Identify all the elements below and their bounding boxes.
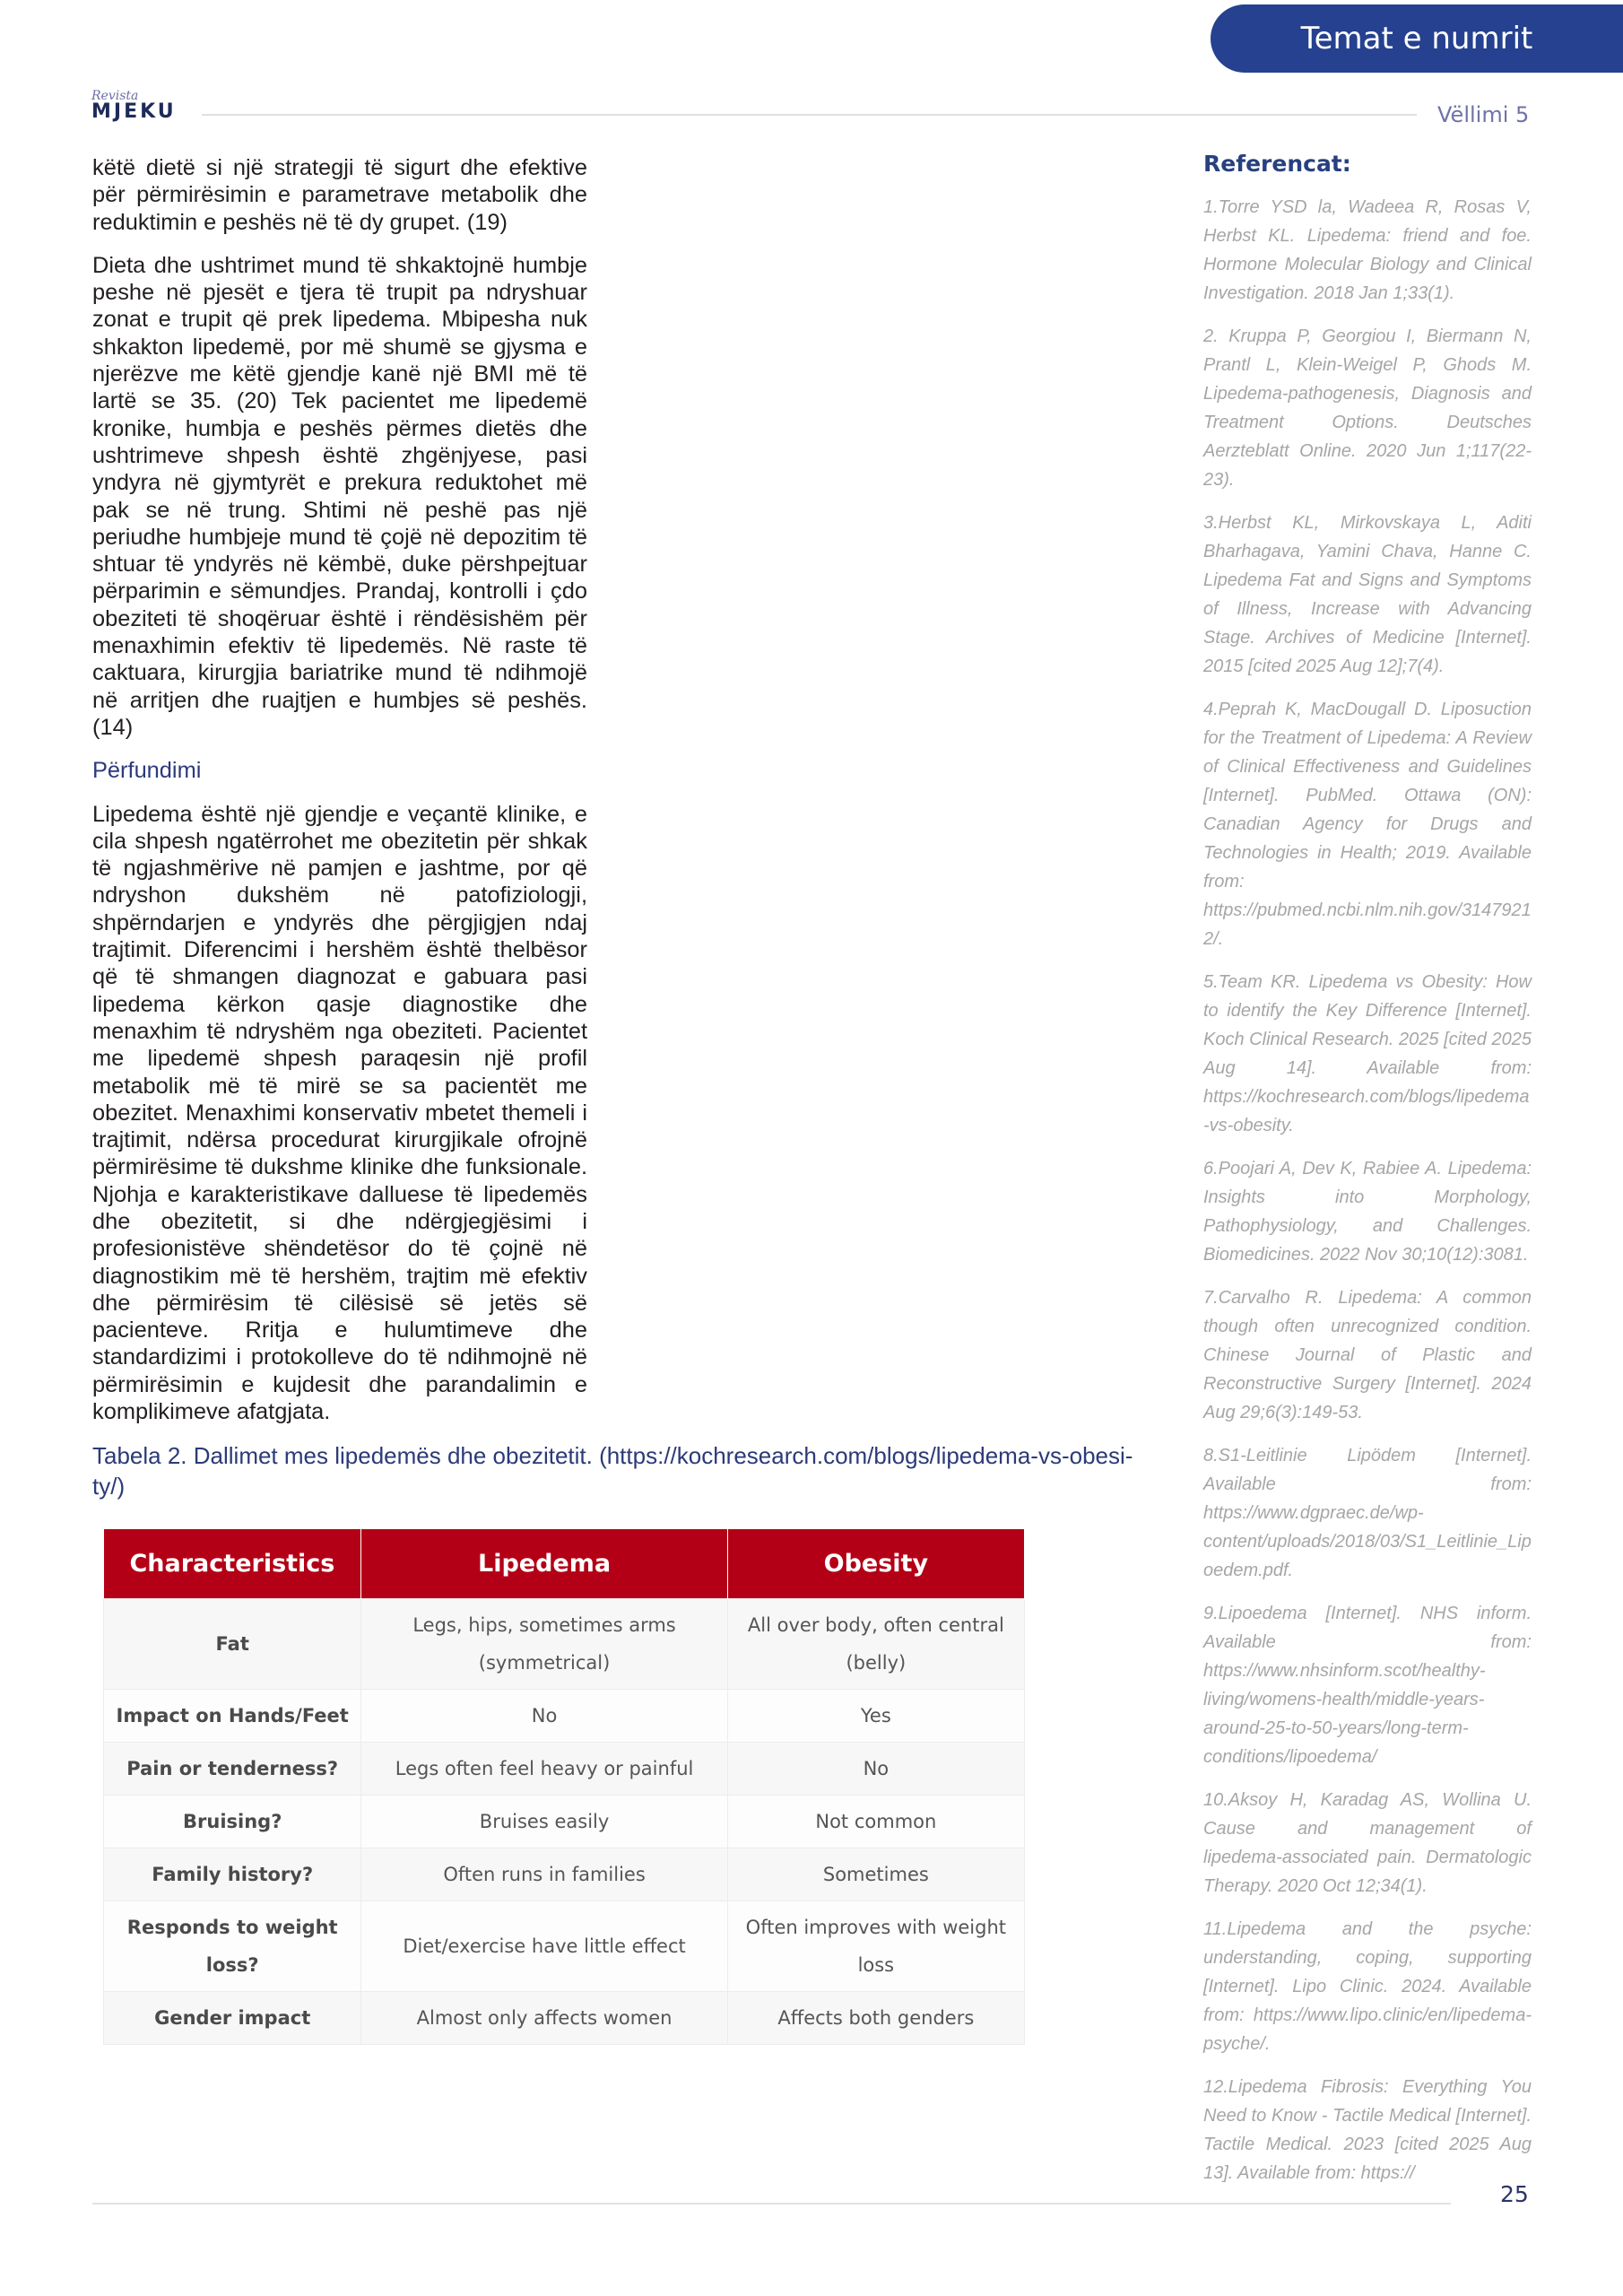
obesity-cell: Yes <box>727 1690 1024 1743</box>
table-header-row <box>104 1529 1025 1599</box>
characteristic-cell: Fat <box>104 1599 361 1690</box>
obesity-cell: All over body, often central (belly) <box>727 1599 1024 1690</box>
table-row <box>104 1992 1025 2045</box>
characteristic-cell: Responds to weight loss? <box>104 1901 361 1992</box>
obesity-cell: Sometimes <box>727 1848 1024 1901</box>
reference-item: 12.Lipedema Fibrosis: Everything You Need to Know - Tactile Medical [Internet]. Tactile Medical. 2023 [cited 2025 Aug 13]. Available from: https:// <box>1203 2077 1532 2183</box>
characteristic-cell: Gender impact <box>104 1992 361 2045</box>
section-tab: Temat e numrit <box>1211 4 1623 73</box>
obesity-cell: Affects both genders <box>727 1992 1024 2045</box>
volume-label: Vëllimi 5 <box>1437 102 1530 127</box>
reference-item: 5.Team KR. Lipedema vs Obesity: How to identify the Key Difference [Internet]. Koch Clinical Research. 2025 [cited 2025 Aug 14]. Available from: https://kochresearch.com/blogs/lipedema-vs-obesity. <box>1203 972 1532 1135</box>
page-number: 25 <box>1500 2181 1529 2207</box>
references-heading: Referencat: <box>1203 151 1351 177</box>
reference-item: 7.Carvalho R. Lipedema: A common though often unrecognized condition. Chinese Journal of Plastic and Reconstructive Surgery [Internet]. 2024 Aug 29;6(3):149-53. <box>1203 1288 1532 1422</box>
reference-item: 11.Lipedema and the psyche: understanding, coping, supporting [Internet]. Lipo Clinic. 2024. Available from: https://www.lipo.clinic/en/lipedema-psyche/. <box>1203 1919 1532 2054</box>
obesity-cell: No <box>727 1743 1024 1796</box>
reference-item: 9.Lipoedema [Internet]. NHS inform. Available from: https://www.nhsinform.scot/healthy-living/womens-health/middle-years-around-25-to-50-years/long-term-conditions/lipoedema/ <box>1203 1604 1532 1767</box>
lipedema-cell: Bruises easily <box>361 1796 727 1848</box>
reference-item: 6.Poojari A, Dev K, Rabiee A. Lipedema: Insights into Morphology, Pathophysiology, and Challenges. Biomedicines. 2022 Nov 30;10(12):3081. <box>1203 1159 1532 1265</box>
table-caption: Tabela 2. Dallimet mes lipedemës dhe obezitetit. (https://kochresearch.com/blogs/lipedema-vs-obesi-ty/) <box>92 1442 1133 1500</box>
reference-item: 3.Herbst KL, Mirkovskaya L, Aditi Bharhagava, Yamini Chava, Hanne C. Lipedema Fat and Signs and Symptoms of Illness, Increase with Advancing Stage. Archives of Medicine [Internet]. 2015 [cited 2025 Aug 12];7(4). <box>1203 513 1532 676</box>
characteristic-cell: Family history? <box>104 1848 361 1901</box>
body-paragraph: Dieta dhe ushtrimet mund të shkaktojnë humbje peshe në pjesët e tjera të trupit pa ndryshuar zonat e trupit që prek lipedema. Mbipesha nuk shkakton lipedemë, por më shumë se gjysma e njerëzve me këtë gjendje kanë një BMI më të lartë se 35. (20) Tek pacientet me lipedemë kronike, humbja e peshës përmes dietës dhe ushtrimeve shpesh është zhgënjyese, pasi yndyra në gjymtyrët e prekura reduktohet më pak se në trung. Shtimi në peshë pas një periudhe humbjeje mund të çojë në depozitim të shtuar të yndyrës në këmbë, duke përshpejtuar përparimin e sëmundjes. Prandaj, kontrolli i çdo obeziteti të shoqëruar është i rëndësishëm për menaxhimin efektiv të lipedemës. Në raste të caktuara, kirurgjia bariatrike mund të ndihmojë në arritjen dhe ruajtjen e humbjes së peshës. (14) <box>92 252 587 740</box>
conclusion-paragraph: Lipedema është një gjendje e veçantë klinike, e cila shpesh ngatërrohet me obezitetin për shkak të ngjashmërive në pamjen e jashtme, por që ndryshon dukshëm në patofiziologji, shpërndarjen e yndyrës dhe përgjigjen ndaj trajtimit. Diferencimi i hershëm është thelbësor që të shmangen diagnozat e gabuara pasi lipedema kërkon qasje diagnostike dhe menaxhim të ndryshëm nga obeziteti. Pacientet me lipedemë shpesh paraqesin një profil metabolik më të mirë se sa pacientët me obezitet. Menaxhimi konservativ mbetet themeli i trajtimit, ndërsa procedurat kirurgjikale ofrojnë përmirësime të dukshme klinike dhe funksionale. Njohja e karakteristikave dalluese të lipedemës dhe obezitetit, si dhe ndërgjegjësimi i profesionistëve shëndetësor do të çojnë në diagnostikim më të hershëm, trajtim më efektiv dhe përmirësim të cilësisë së jetës së pacienteve. Rritja e hulumtimeve dhe standardizimi i protokolleve do të ndihmojnë në përmirësimin e kujdesit dhe parandalimin e komplikimeve afatgjata. <box>92 801 587 1425</box>
logo-main-text: MJEKU <box>91 100 177 123</box>
column-header: Lipedema <box>361 1529 727 1599</box>
body-paragraph: këtë dietë si një strategji të sigurt dhe efektive për përmirësimin e parametrave metabolik dhe reduktimin e peshës në të dy grupet. (19) <box>92 155 587 235</box>
obesity-cell: Not common <box>727 1796 1024 1848</box>
characteristic-cell: Bruising? <box>104 1796 361 1848</box>
logo-top-text: Revista <box>91 89 139 103</box>
lipedema-cell: Legs often feel heavy or painful <box>361 1743 727 1796</box>
comparison-table <box>103 1529 1025 2045</box>
table-row <box>104 1743 1025 1796</box>
reference-item: 8.S1-Leitlinie Lipödem [Internet]. Available from: https://www.dgpraec.de/wp-content/uploads/2018/03/S1_Leitlinie_Lipoedem.pdf. <box>1203 1446 1532 1580</box>
table-row <box>104 1901 1025 1992</box>
conclusion-heading: Përfundimi <box>92 758 202 784</box>
lipedema-cell: Often runs in families <box>361 1848 727 1901</box>
reference-item: 4.Peprah K, MacDougall D. Liposuction for the Treatment of Lipedema: A Review of Clinical Effectiveness and Guidelines [Internet]. PubMed. Ottawa (ON): Canadian Agency for Drugs and Technologies in Health; 2019. Available from: https://pubmed.ncbi.nlm.nih.gov/31479212/. <box>1203 700 1532 949</box>
lipedema-cell: Legs, hips, sometimes arms (symmetrical) <box>361 1599 727 1690</box>
obesity-cell: Often improves with weight loss <box>727 1901 1024 1992</box>
column-header: Obesity <box>727 1529 1024 1599</box>
lipedema-cell: Diet/exercise have little effect <box>361 1901 727 1992</box>
footer-divider <box>92 2203 1451 2205</box>
table-row <box>104 1599 1025 1690</box>
characteristic-cell: Pain or tenderness? <box>104 1743 361 1796</box>
table-row <box>104 1690 1025 1743</box>
column-header: Characteristics <box>104 1529 361 1599</box>
reference-item: 2. Kruppa P, Georgiou I, Biermann N, Prantl L, Klein-Weigel P, Ghods M. Lipedema-pathogenesis, Diagnosis and Treatment Options. Deutsches Aerzteblatt Online. 2020 Jun 1;117(22-23). <box>1203 326 1532 490</box>
lipedema-cell: Almost only affects women <box>361 1992 727 2045</box>
header-divider <box>202 114 1417 116</box>
references-section <box>1203 151 1532 2202</box>
table-row <box>104 1796 1025 1848</box>
reference-item: 10.Aksoy H, Karadag AS, Wollina U. Cause and management of lipedema‑associated pain. Dermatologic Therapy. 2020 Oct 12;34(1). <box>1203 1790 1532 1896</box>
article-body <box>92 154 587 1441</box>
lipedema-cell: No <box>361 1690 727 1743</box>
journal-logo <box>91 90 177 122</box>
reference-item: 1.Torre YSD la, Wadeea R, Rosas V, Herbst KL. Lipedema: friend and foe. Hormone Molecular Biology and Clinical Investigation. 2018 Jan 1;33(1). <box>1203 197 1532 303</box>
characteristic-cell: Impact on Hands/Feet <box>104 1690 361 1743</box>
table-row <box>104 1848 1025 1901</box>
